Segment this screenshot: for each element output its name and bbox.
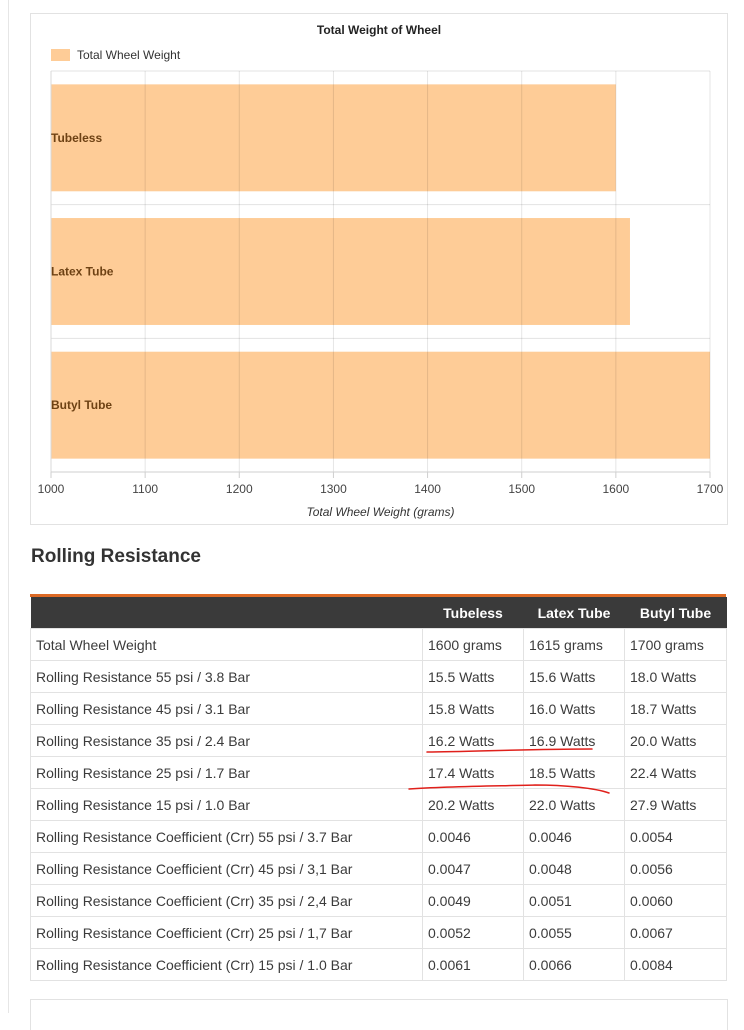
header-latex-tube: Latex Tube — [524, 597, 625, 629]
row-label-cell: Total Wheel Weight — [31, 629, 423, 661]
bar-butyl-tube — [51, 352, 710, 459]
bar-latex-tube — [51, 218, 630, 325]
table-row — [31, 661, 727, 693]
value-cell: 0.0051 — [524, 885, 625, 917]
value-cell: 16.0 Watts — [524, 693, 625, 725]
value-cell: 17.4 Watts — [423, 757, 524, 789]
row-label-cell: Rolling Resistance Coefficient (Crr) 35 psi / 2,4 Bar — [31, 885, 423, 917]
table-header-row — [31, 597, 727, 629]
value-cell: 0.0047 — [423, 853, 524, 885]
x-tick-label: 1200 — [225, 482, 253, 496]
value-cell: 0.0049 — [423, 885, 524, 917]
header-butyl-tube: Butyl Tube — [625, 597, 727, 629]
value-cell: 0.0048 — [524, 853, 625, 885]
value-cell: 0.0052 — [423, 917, 524, 949]
weight-chart — [30, 13, 728, 525]
page-left-rule — [8, 0, 9, 1013]
header-blank — [31, 597, 423, 629]
rolling-resistance-table — [30, 597, 727, 981]
row-label-cell: Rolling Resistance Coefficient (Crr) 55 psi / 3.7 Bar — [31, 821, 423, 853]
x-tick-label: 1400 — [414, 482, 441, 496]
value-cell: 0.0067 — [625, 917, 727, 949]
value-cell: 0.0055 — [524, 917, 625, 949]
value-cell: 1700 grams — [625, 629, 727, 661]
value-cell: 27.9 Watts — [625, 789, 727, 821]
value-cell: 1600 grams — [423, 629, 524, 661]
value-cell: 0.0054 — [625, 821, 727, 853]
row-label-cell: Rolling Resistance Coefficient (Crr) 15 psi / 1.0 Bar — [31, 949, 423, 981]
x-axis-title: Total Wheel Weight (grams) — [306, 505, 455, 519]
rolling-resistance-table-wrap — [30, 594, 726, 981]
x-tick-label: 1000 — [37, 482, 65, 496]
row-label-cell: Rolling Resistance 25 psi / 1.7 Bar — [31, 757, 423, 789]
category-label: Latex Tube — [51, 264, 114, 279]
value-cell: 16.2 Watts — [423, 725, 524, 757]
value-cell: 0.0046 — [524, 821, 625, 853]
value-cell: 20.2 Watts — [423, 789, 524, 821]
table-row — [31, 853, 727, 885]
row-label-cell: Rolling Resistance Coefficient (Crr) 25 psi / 1,7 Bar — [31, 917, 423, 949]
value-cell: 22.4 Watts — [625, 757, 727, 789]
next-chart-box — [30, 999, 728, 1030]
value-cell: 0.0060 — [625, 885, 727, 917]
x-tick-label: 1700 — [696, 482, 724, 496]
value-cell: 0.0084 — [625, 949, 727, 981]
chart-plot — [31, 14, 727, 524]
table-row — [31, 693, 727, 725]
value-cell: 18.7 Watts — [625, 693, 727, 725]
value-cell: 15.5 Watts — [423, 661, 524, 693]
value-cell: 18.0 Watts — [625, 661, 727, 693]
value-cell: 0.0056 — [625, 853, 727, 885]
table-row — [31, 757, 727, 789]
legend-label: Total Wheel Weight — [77, 48, 181, 62]
value-cell: 16.9 Watts — [524, 725, 625, 757]
value-cell: 0.0061 — [423, 949, 524, 981]
table-row — [31, 725, 727, 757]
section-heading: Rolling Resistance — [31, 546, 201, 567]
x-tick-label: 1300 — [320, 482, 347, 496]
category-label: Butyl Tube — [51, 398, 113, 413]
row-label-cell: Rolling Resistance 45 psi / 3.1 Bar — [31, 693, 423, 725]
value-cell: 18.5 Watts — [524, 757, 625, 789]
header-tubeless: Tubeless — [423, 597, 524, 629]
value-cell: 1615 grams — [524, 629, 625, 661]
value-cell: 20.0 Watts — [625, 725, 727, 757]
category-label: Tubeless — [51, 130, 103, 145]
value-cell: 15.8 Watts — [423, 693, 524, 725]
row-label-cell: Rolling Resistance Coefficient (Crr) 45 psi / 3,1 Bar — [31, 853, 423, 885]
row-label-cell: Rolling Resistance 15 psi / 1.0 Bar — [31, 789, 423, 821]
table-row — [31, 789, 727, 821]
chart-title: Total Weight of Wheel — [316, 23, 442, 37]
table-row — [31, 821, 727, 853]
value-cell: 15.6 Watts — [524, 661, 625, 693]
table-row — [31, 629, 727, 661]
table-row — [31, 885, 727, 917]
table-row — [31, 949, 727, 981]
x-tick-label: 1100 — [132, 482, 159, 496]
x-tick-label: 1500 — [508, 482, 536, 496]
row-label-cell: Rolling Resistance 55 psi / 3.8 Bar — [31, 661, 423, 693]
row-label-cell: Rolling Resistance 35 psi / 2.4 Bar — [31, 725, 423, 757]
table-row — [31, 917, 727, 949]
value-cell: 22.0 Watts — [524, 789, 625, 821]
value-cell: 0.0066 — [524, 949, 625, 981]
x-tick-label: 1600 — [602, 482, 630, 496]
value-cell: 0.0046 — [423, 821, 524, 853]
